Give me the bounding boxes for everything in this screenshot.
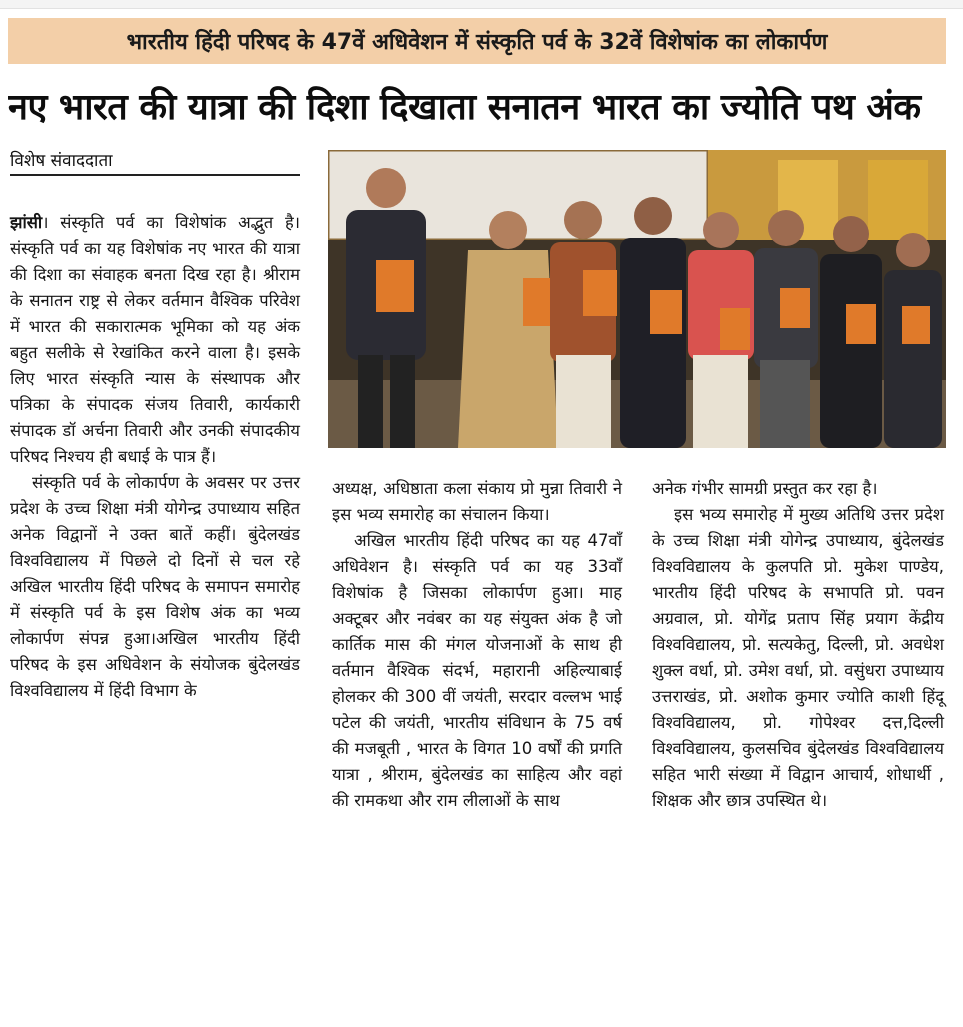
headline: नए भारत की यात्रा की दिशा दिखाता सनातन भारत का ज्योति पथ अंक [8, 87, 921, 128]
previous-article-strip [0, 0, 963, 9]
article-column-1 [10, 210, 300, 704]
article-column-3 [652, 476, 944, 814]
paragraph: । संस्कृति पर्व का विशेषांक अद्भुत है। संस्कृति पर्व का यह विशेषांक नए भारत की यात्रा की दिशा का संवाहक बनता दिख रहा है। श्रीराम के सनातन राष्ट्र से लेकर वर्तमान वैश्विक परिवेश में भारत की सकारात्मक भूमिका को यह अंक बहुत सलीके से रेखांकित करने वाला है। इसके लिए भारत संस्कृति न्यास के संस्थापक और पत्रिका के संपादक संजय तिवारी, कार्यकारी संपादक डॉ अर्चना तिवारी और उनकी संपादकीय परिषद निश्चय ही बधाई के पात्र हैं। [10, 213, 300, 466]
dateline: झांसी [10, 213, 43, 232]
paragraph: अनेक गंभीर सामग्री प्रस्तुत कर रहा है। [652, 479, 878, 498]
article-column-2 [332, 476, 622, 814]
paragraph: अखिल भारतीय हिंदी परिषद का यह 47वाँ अधिवेशन है। संस्कृति पर्व का यह 33वाँ विशेषांक है जिसका लोकार्पण हुआ। माह अक्टूबर और नवंबर का यह संयुक्त अंक है जो कार्तिक मास की मंगल योजनाओं के साथ ही वर्तमान वैश्विक संदर्भ, महारानी अहिल्याबाई होलकर की 300 वीं जयंती, सरदार वल्लभ भाई पटेल की जयंती, भारतीय संविधान के 75 वर्ष की मजबूती , भारत के विगत 10 वर्षों की प्रगति यात्रा , श्रीराम, बुंदेलखंड का साहित्य और वहां की रामकथा और राम लीलाओं के साथ [332, 531, 622, 810]
news-photo [328, 150, 946, 448]
byline: विशेष संवाददाता [10, 148, 300, 176]
kicker-banner [8, 18, 946, 64]
kicker-text: भारतीय हिंदी परिषद के 47वें अधिवेशन में संस्कृति पर्व के 32वें विशेषांक का लोकार्पण [126, 30, 828, 55]
paragraph: अध्यक्ष, अधिष्ठाता कला संकाय प्रो मुन्ना तिवारी ने इस भव्य समारोह का संचालन किया। [332, 479, 622, 524]
photo-illustration [328, 150, 946, 448]
paragraph: इस भव्य समारोह में मुख्य अतिथि उत्तर प्रदेश के उच्च शिक्षा मंत्री योगेन्द्र उपाध्याय, बुंदेलखंड विश्वविद्यालय के कुलपति प्रो. मुकेश पाण्डेय, भारतीय हिंदी परिषद के सभापति प्रो. पवन अग्रवाल, प्रो. योगेंद्र प्रताप सिंह प्रयाग केंद्रीय विश्वविद्यालय, प्रो. सत्यकेतु, दिल्ली, प्रो. अवधेश शुक्ल वर्धा, प्रो. उमेश वर्धा, प्रो. वसुंधरा उपाध्याय उत्तराखंड, प्रो. अशोक कुमार ज्योति काशी हिंदू विश्वविद्यालय, प्रो. गोपेश्वर दत्त,दिल्ली विश्वविद्यालय, कुलसचिव बुंदेलखंड विश्वविद्यालय सहित भारी संख्या में विद्वान आचार्य, शोधार्थी , शिक्षक और छात्र उपस्थित थे। [652, 505, 944, 810]
paragraph: संस्कृति पर्व के लोकार्पण के अवसर पर उत्तर प्रदेश के उच्च शिक्षा मंत्री योगेन्द्र उपाध्याय सहित अनेक विद्वानों ने उक्त बातें कहीं। बुंदेलखंड विश्वविद्यालय में पिछले दो दिनों से चल रहे अखिल भारतीय हिंदी परिषद के समापन समारोह में संस्कृति पर्व के इस विशेष अंक का भव्य लोकार्पण संपन्न हुआ।अखिल भारतीय हिंदी परिषद के इस अधिवेशन के संयोजक बुंदेलखंड विश्वविद्यालय में हिंदी विभाग के [10, 473, 300, 700]
